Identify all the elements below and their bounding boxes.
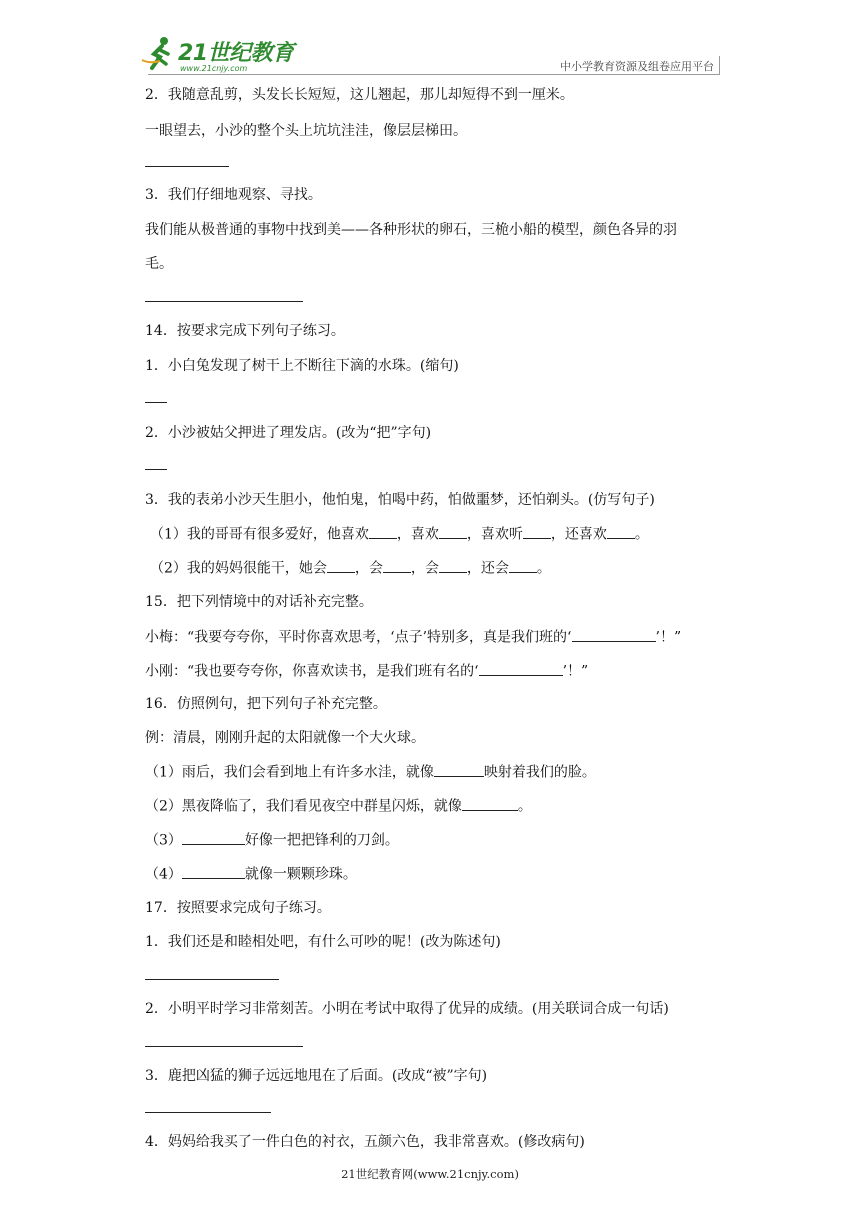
q13-item2-text: 一眼望去，小沙的整个头上坑坑洼洼，像层层梯田。 <box>145 123 467 139</box>
q16-title: 16．仿照例句，把下列句子补充完整。 <box>145 696 387 712</box>
q14-sentence-1: 1．小白兔发现了树干上不断往下滴的水珠。(缩句) <box>145 358 459 374</box>
fill-blank[interactable] <box>572 626 656 642</box>
fill-blank[interactable] <box>439 557 467 573</box>
fill-blank[interactable] <box>327 557 355 573</box>
fill-blank[interactable] <box>462 795 518 811</box>
answer-blank[interactable] <box>145 469 167 470</box>
q13-item3-text-cont: 毛。 <box>145 256 173 272</box>
q17-title: 17．按照要求完成句子练习。 <box>145 900 331 916</box>
q13-item2-sentence: 2．我随意乱剪，头发长长短短，这儿翘起，那儿却短得不到一厘米。 <box>145 87 574 103</box>
q16-item-4: （4） 就像一颗颗珍珠。 <box>145 863 357 884</box>
q16-example: 例：清晨，刚刚升起的太阳就像一个大火球。 <box>145 730 425 746</box>
q14-imitate-2: （2）我的妈妈很能干，她会 ，会 ，会 ，还会 。 <box>150 557 551 578</box>
logo-text: 21世纪教育 <box>178 41 294 66</box>
q14-sentence-2: 2．小沙被姑父押进了理发店。(改为“把”字句) <box>145 425 432 441</box>
logo-url: www.21cnjy.com <box>180 64 248 73</box>
fill-blank[interactable] <box>182 829 245 845</box>
platform-label: 中小学教育资源及组卷应用平台 <box>560 60 714 73</box>
fill-blank[interactable] <box>383 557 411 573</box>
q13-item3-text: 我们能从极普通的事物中找到美——各种形状的卵石，三桅小船的模型，颜色各异的羽 <box>145 222 677 238</box>
q13-item3-sentence: 3．我们仔细地观察、寻找。 <box>145 187 322 203</box>
q15-title: 15．把下列情境中的对话补充完整。 <box>145 594 373 610</box>
fill-blank[interactable] <box>434 761 484 777</box>
fill-blank[interactable] <box>607 523 635 539</box>
answer-blank[interactable] <box>145 402 167 403</box>
answer-blank[interactable] <box>145 979 279 980</box>
fill-blank[interactable] <box>182 863 245 879</box>
fill-blank[interactable] <box>523 523 551 539</box>
q17-sentence-3: 3．鹿把凶猛的狮子远远地甩在了后面。(改成“被”字句) <box>145 1068 488 1084</box>
fill-blank[interactable] <box>509 557 537 573</box>
header-divider-vertical <box>719 56 720 74</box>
q16-item-1: （1）雨后，我们会看到地上有许多水洼，就像 映射着我们的脸。 <box>145 761 596 782</box>
fill-blank[interactable] <box>369 523 397 539</box>
q17-sentence-4: 4．妈妈给我买了一件白色的衬衣，五颜六色，我非常喜欢。(修改病句) <box>145 1134 585 1150</box>
site-logo <box>140 34 294 74</box>
page-footer: 21世纪教育网(www.21cnjy.com) <box>341 1167 519 1181</box>
page-header <box>140 30 720 78</box>
runner-logo-icon <box>140 34 180 74</box>
q15-dialogue-1: 小梅：“我要夸夸你，平时你喜欢思考，‘点子’特别多，真是我们班的‘ ’！” <box>145 626 681 647</box>
answer-blank[interactable] <box>145 1046 303 1047</box>
q16-item-2: （2）黑夜降临了，我们看见夜空中群星闪烁，就像 。 <box>145 795 532 816</box>
q17-sentence-2: 2．小明平时学习非常刻苦。小明在考试中取得了优异的成绩。(用关联词合成一句话) <box>145 1001 669 1017</box>
fill-blank[interactable] <box>439 523 467 539</box>
q17-sentence-1: 1．我们还是和睦相处吧，有什么可吵的呢！(改为陈述句) <box>145 934 501 950</box>
q14-sentence-3: 3．我的表弟小沙天生胆小，他怕鬼，怕喝中药，怕做噩梦，还怕剃头。(仿写句子) <box>145 492 655 508</box>
q15-dialogue-2: 小刚：“我也要夸夸你，你喜欢读书，是我们班有名的‘ ’！” <box>145 660 588 681</box>
answer-blank[interactable] <box>145 301 303 302</box>
header-rule <box>148 74 720 75</box>
q14-imitate-1: （1）我的哥哥有很多爱好，他喜欢 ，喜欢 ，喜欢听 ，还喜欢 。 <box>150 523 649 544</box>
fill-blank[interactable] <box>479 660 563 676</box>
answer-blank[interactable] <box>145 166 229 167</box>
answer-blank[interactable] <box>145 1112 271 1113</box>
q16-item-3: （3） 好像一把把锋利的刀剑。 <box>145 829 399 850</box>
q14-title: 14．按要求完成下列句子练习。 <box>145 323 345 339</box>
